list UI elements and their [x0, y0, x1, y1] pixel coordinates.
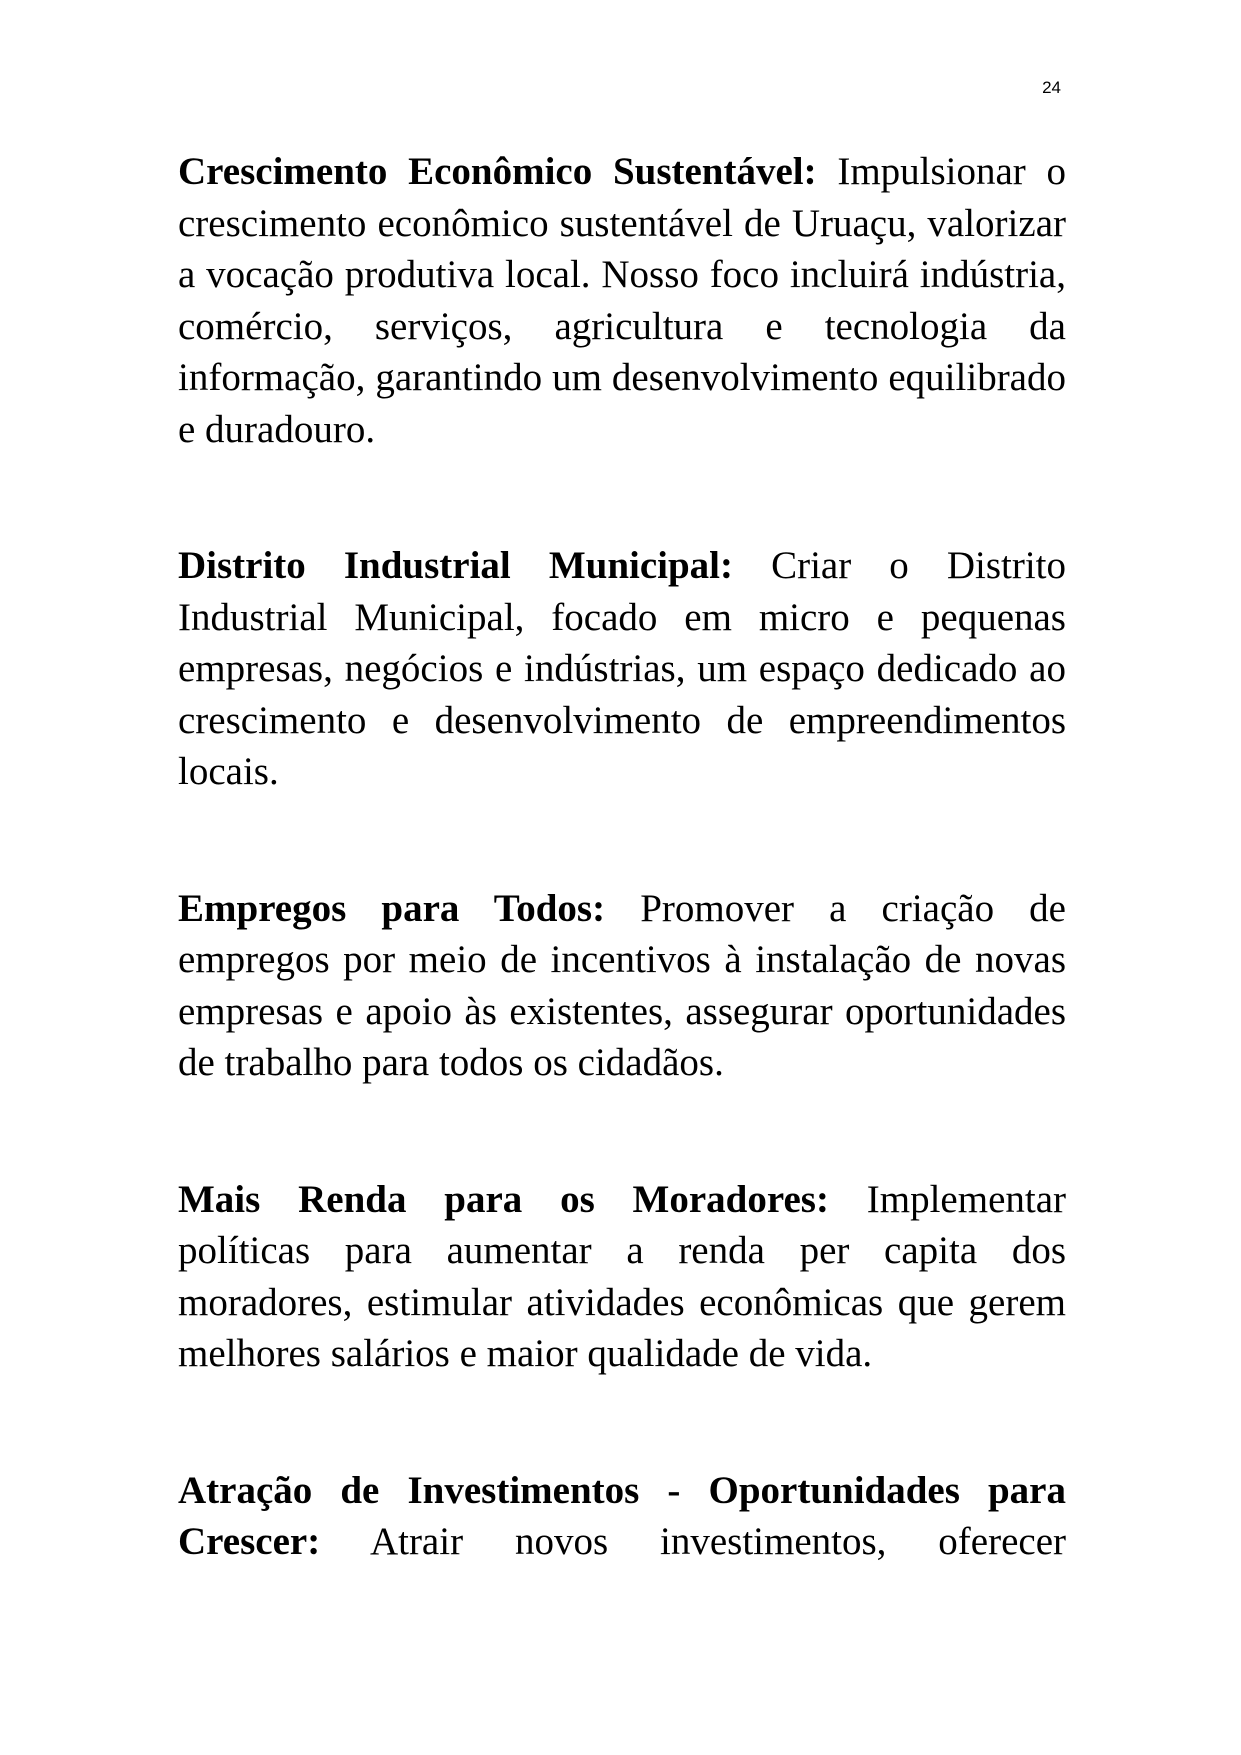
page-number: 24	[1042, 78, 1061, 97]
section-heading: Distrito Industrial Municipal:	[178, 544, 733, 587]
section-heading: Mais Renda para os Moradores:	[178, 1177, 829, 1221]
section-crescimento-economico	[178, 146, 1066, 455]
section-body: Promover a criação de empregos por meio de incentivos à instalação de novas empresas e apoio às existentes, assegurar oportunidades de trabalho para todos os cidadãos.	[178, 886, 1066, 1084]
section-body: Impulsionar o crescimento econômico sustentável de Uruaçu, valorizar a vocação produtiva local. Nosso foco incluirá indústria, comércio, serviços, agricultura e tecnologia da informação, garantindo um desenvolvimento equilibrado e duradouro.	[178, 150, 1067, 451]
document-body	[178, 146, 1066, 1653]
section-atracao-investimentos	[178, 1465, 1066, 1568]
section-heading: Empregos para Todos:	[178, 886, 606, 930]
section-mais-renda	[178, 1174, 1066, 1380]
section-distrito-industrial	[178, 540, 1066, 798]
section-body: Implementar políticas para aumentar a renda per capita dos moradores, estimular atividades econômicas que gerem melhores salários e maior qualidade de vida.	[178, 1177, 1067, 1375]
section-body: Atrair novos investimentos, oferecer	[369, 1520, 1066, 1563]
section-body: Criar o Distrito Industrial Municipal, focado em micro e pequenas empresas, negócios e indústrias, um espaço dedicado ao crescimento e desenvolvimento de empreendimentos locais.	[178, 544, 1066, 793]
section-empregos	[178, 883, 1066, 1089]
section-heading: Crescimento Econômico Sustentável:	[178, 150, 817, 193]
section-heading: Atração de Investimentos - Oportunidades para Crescer:	[178, 1468, 1066, 1563]
